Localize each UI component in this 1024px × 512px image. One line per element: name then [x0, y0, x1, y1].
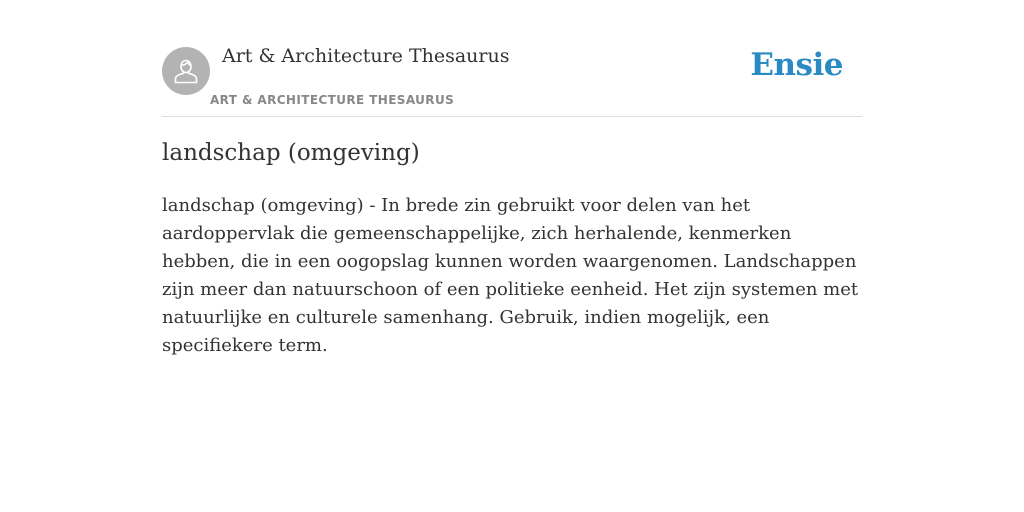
page-container	[162, 0, 862, 356]
ensie-logo[interactable]: Ensie	[750, 47, 843, 83]
page-header	[162, 0, 862, 117]
source-label[interactable]: ART & ARCHITECTURE THESAURUS	[210, 93, 455, 107]
page-title: landschap (omgeving)	[162, 140, 420, 166]
avatar[interactable]	[162, 47, 210, 95]
definition-text: landschap (omgeving) - In brede zin gebruikt voor delen van het aardoppervlak die gemeenschappelijke, zich herhalende, kenmerken hebben, die in een oogopslag kunnen worden waargenomen. Landschappen zijn meer dan natuurschoon of een politieke eenheid. Het zijn systemen met natuurlijke en culturele samenhang. Gebruik, indien mogelijk, een specifiekere term.	[162, 195, 859, 356]
author-name-link[interactable]: Art & Architecture Thesaurus	[222, 45, 510, 67]
user-icon	[171, 56, 201, 86]
